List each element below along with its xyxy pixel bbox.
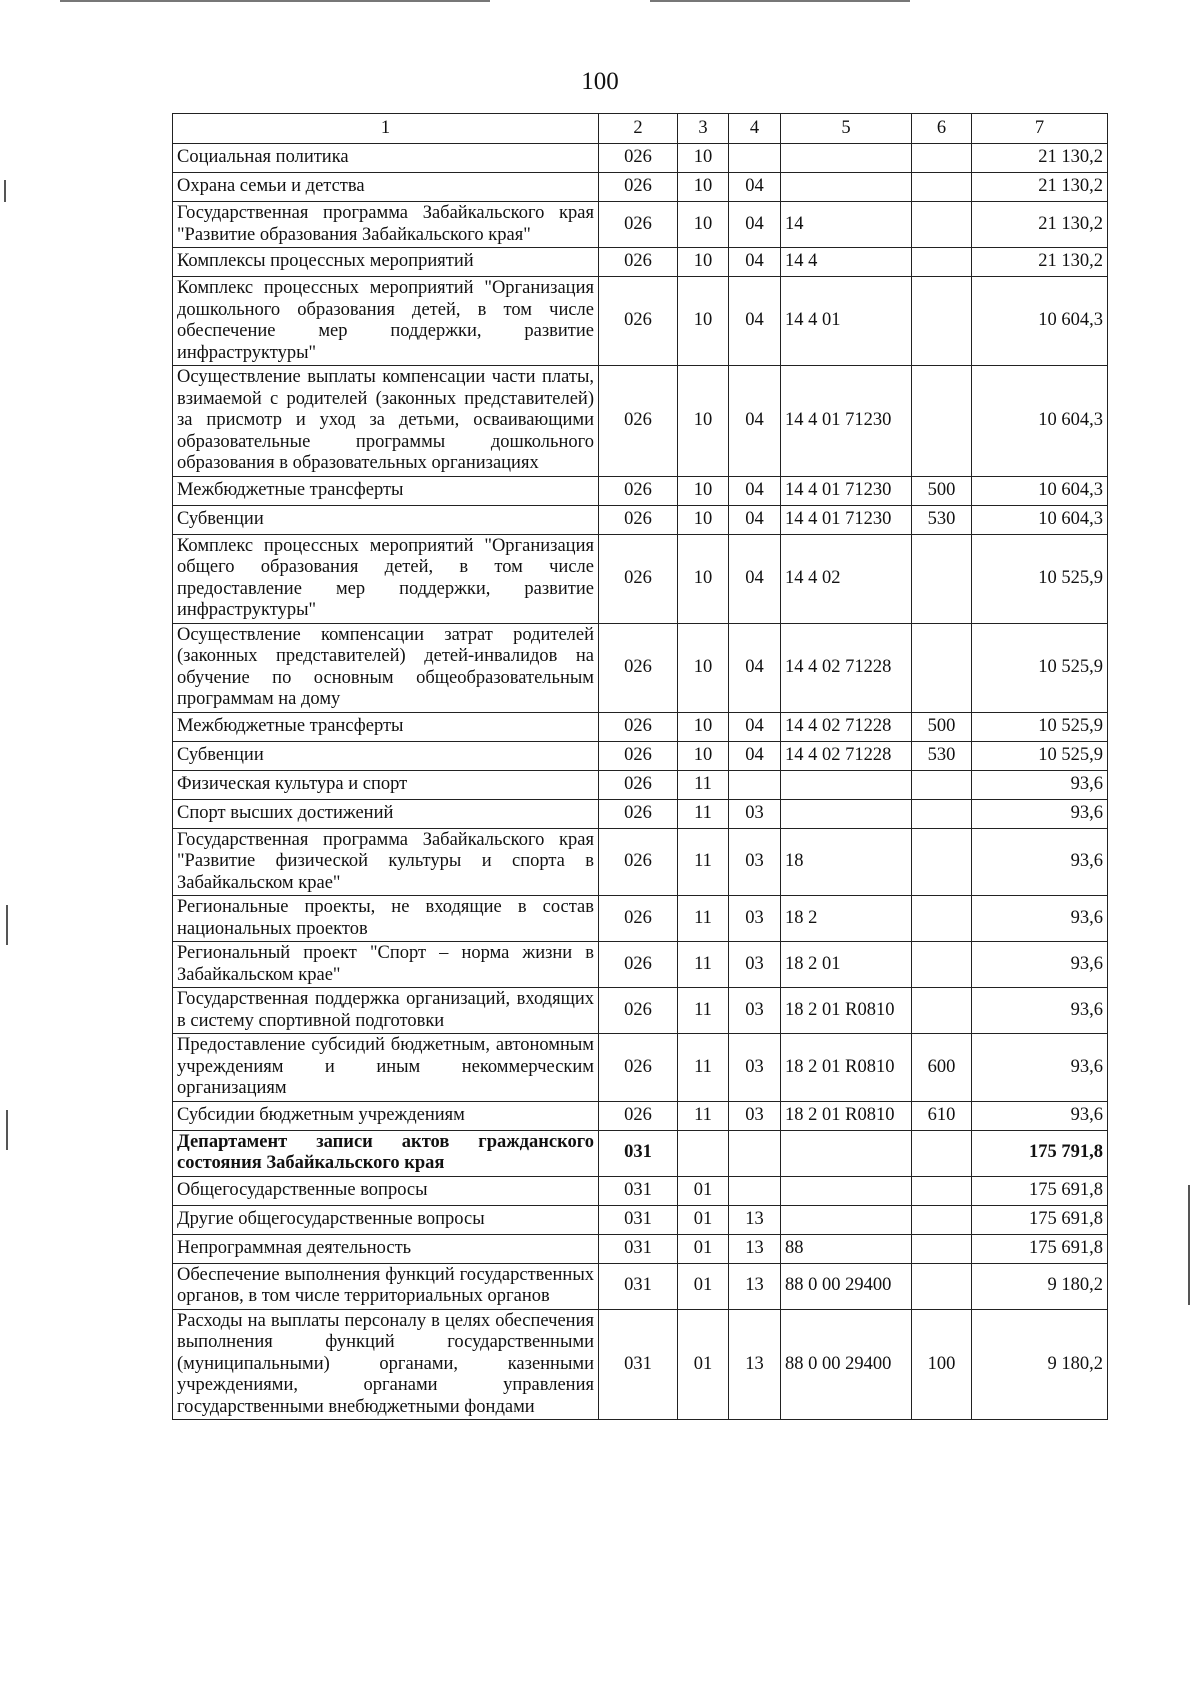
table-row <box>173 202 1108 248</box>
subsection-code-cell: 04 <box>729 277 781 366</box>
amount-cell: 93,6 <box>972 828 1108 896</box>
target-article-code-cell: 18 <box>781 828 912 896</box>
section-code-cell: 026 <box>599 173 678 202</box>
expense-type-code-cell <box>912 534 972 623</box>
row-name-cell: Комплексы процессных мероприятий <box>173 248 599 277</box>
row-name-cell: Физическая культура и спорт <box>173 770 599 799</box>
section-code-cell: 026 <box>599 277 678 366</box>
table-row <box>173 277 1108 366</box>
subsection-code-cell: 13 <box>729 1205 781 1234</box>
amount-cell: 21 130,2 <box>972 248 1108 277</box>
target-article-code-cell: 14 4 02 <box>781 534 912 623</box>
subsection-code-cell: 13 <box>729 1263 781 1309</box>
expense-type-code-cell <box>912 202 972 248</box>
target-article-code-cell: 18 2 01 <box>781 942 912 988</box>
table-row <box>173 144 1108 173</box>
table-row <box>173 623 1108 712</box>
row-name-cell: Социальная политика <box>173 144 599 173</box>
expense-type-code-cell: 500 <box>912 476 972 505</box>
amount-cell: 10 525,9 <box>972 741 1108 770</box>
chapter-code-cell: 10 <box>678 202 729 248</box>
subsection-code-cell: 03 <box>729 988 781 1034</box>
table-row <box>173 1263 1108 1309</box>
chapter-code-cell: 10 <box>678 534 729 623</box>
chapter-code-cell: 10 <box>678 476 729 505</box>
row-name-cell: Охрана семьи и детства <box>173 173 599 202</box>
amount-cell: 10 604,3 <box>972 476 1108 505</box>
table-row <box>173 476 1108 505</box>
table-row <box>173 534 1108 623</box>
row-name-cell: Государственная программа Забайкальского края "Развитие образования Забайкальского края" <box>173 202 599 248</box>
table-row <box>173 828 1108 896</box>
subsection-code-cell: 04 <box>729 173 781 202</box>
section-code-cell: 026 <box>599 988 678 1034</box>
amount-cell: 10 525,9 <box>972 712 1108 741</box>
column-header: 4 <box>729 114 781 144</box>
section-code-cell: 026 <box>599 770 678 799</box>
chapter-code-cell: 01 <box>678 1234 729 1263</box>
row-name-cell: Департамент записи актов гражданского состояния Забайкальского края <box>173 1130 599 1176</box>
subsection-code-cell <box>729 1176 781 1205</box>
expense-type-code-cell <box>912 1130 972 1176</box>
subsection-code-cell: 03 <box>729 942 781 988</box>
section-code-cell: 026 <box>599 534 678 623</box>
amount-cell: 93,6 <box>972 942 1108 988</box>
chapter-code-cell: 11 <box>678 896 729 942</box>
chapter-code-cell: 11 <box>678 988 729 1034</box>
target-article-code-cell: 14 4 01 71230 <box>781 366 912 477</box>
column-header: 2 <box>599 114 678 144</box>
chapter-code-cell: 11 <box>678 770 729 799</box>
row-name-cell: Комплекс процессных мероприятий "Организация общего образования детей, в том числе предоставление мер поддержки, развитие инфраструктуры" <box>173 534 599 623</box>
section-code-cell: 026 <box>599 623 678 712</box>
chapter-code-cell: 11 <box>678 1034 729 1102</box>
row-name-cell: Непрограммная деятельность <box>173 1234 599 1263</box>
expense-type-code-cell: 610 <box>912 1101 972 1130</box>
expense-type-code-cell <box>912 942 972 988</box>
section-code-cell: 026 <box>599 712 678 741</box>
table-row <box>173 1205 1108 1234</box>
subsection-code-cell: 13 <box>729 1234 781 1263</box>
target-article-code-cell: 14 4 01 71230 <box>781 505 912 534</box>
table-row <box>173 988 1108 1034</box>
section-code-cell: 031 <box>599 1234 678 1263</box>
section-code-cell: 031 <box>599 1263 678 1309</box>
target-article-code-cell: 14 4 01 <box>781 277 912 366</box>
table-row <box>173 712 1108 741</box>
amount-cell: 93,6 <box>972 799 1108 828</box>
expense-type-code-cell <box>912 828 972 896</box>
target-article-code-cell <box>781 173 912 202</box>
row-name-cell: Региональный проект "Спорт – норма жизни в Забайкальском крае" <box>173 942 599 988</box>
row-name-cell: Спорт высших достижений <box>173 799 599 828</box>
table-header-row <box>173 114 1108 144</box>
target-article-code-cell: 14 4 02 71228 <box>781 741 912 770</box>
expense-type-code-cell <box>912 1263 972 1309</box>
subsection-code-cell <box>729 770 781 799</box>
table-row <box>173 505 1108 534</box>
row-name-cell: Обеспечение выполнения функций государственных органов, в том числе территориальных органов <box>173 1263 599 1309</box>
subsection-code-cell: 04 <box>729 505 781 534</box>
section-code-cell: 026 <box>599 366 678 477</box>
row-name-cell: Общегосударственные вопросы <box>173 1176 599 1205</box>
section-code-cell: 026 <box>599 202 678 248</box>
amount-cell: 175 691,8 <box>972 1205 1108 1234</box>
column-header: 7 <box>972 114 1108 144</box>
amount-cell: 175 791,8 <box>972 1130 1108 1176</box>
target-article-code-cell: 14 4 <box>781 248 912 277</box>
row-name-cell: Осуществление выплаты компенсации части платы, взимаемой с родителей (законных представителей) за присмотр и уход за детьми, осваивающими образовательные программы дошкольного образования в образовательных организациях <box>173 366 599 477</box>
page-number: 100 <box>581 68 619 95</box>
chapter-code-cell: 11 <box>678 828 729 896</box>
target-article-code-cell <box>781 1130 912 1176</box>
section-code-cell: 026 <box>599 248 678 277</box>
subsection-code-cell: 04 <box>729 248 781 277</box>
table-row <box>173 1234 1108 1263</box>
amount-cell: 93,6 <box>972 1101 1108 1130</box>
scan-top-rule <box>650 0 910 2</box>
subsection-code-cell: 04 <box>729 202 781 248</box>
chapter-code-cell: 10 <box>678 741 729 770</box>
chapter-code-cell: 11 <box>678 1101 729 1130</box>
column-header: 5 <box>781 114 912 144</box>
row-name-cell: Межбюджетные трансферты <box>173 476 599 505</box>
amount-cell: 175 691,8 <box>972 1176 1108 1205</box>
target-article-code-cell: 14 4 02 71228 <box>781 712 912 741</box>
amount-cell: 93,6 <box>972 770 1108 799</box>
section-code-cell: 026 <box>599 1034 678 1102</box>
chapter-code-cell: 01 <box>678 1205 729 1234</box>
section-code-cell: 026 <box>599 144 678 173</box>
amount-cell: 21 130,2 <box>972 173 1108 202</box>
target-article-code-cell: 14 <box>781 202 912 248</box>
section-code-cell: 026 <box>599 741 678 770</box>
chapter-code-cell: 10 <box>678 505 729 534</box>
expense-type-code-cell <box>912 988 972 1034</box>
subsection-code-cell <box>729 1130 781 1176</box>
expense-type-code-cell <box>912 144 972 173</box>
table-row <box>173 1309 1108 1420</box>
target-article-code-cell: 88 0 00 29400 <box>781 1263 912 1309</box>
target-article-code-cell: 14 4 01 71230 <box>781 476 912 505</box>
amount-cell: 10 604,3 <box>972 505 1108 534</box>
subsection-code-cell: 03 <box>729 1101 781 1130</box>
subsection-code-cell: 03 <box>729 1034 781 1102</box>
target-article-code-cell <box>781 1176 912 1205</box>
section-code-cell: 026 <box>599 505 678 534</box>
amount-cell: 10 604,3 <box>972 366 1108 477</box>
section-code-cell: 031 <box>599 1205 678 1234</box>
expense-type-code-cell <box>912 623 972 712</box>
expense-type-code-cell <box>912 248 972 277</box>
table-body <box>173 144 1108 1420</box>
expense-type-code-cell: 100 <box>912 1309 972 1420</box>
row-name-cell: Комплекс процессных мероприятий "Организация дошкольного образования детей, в том числе обеспечение мер поддержки, развитие инфраструктуры" <box>173 277 599 366</box>
row-name-cell: Субсидии бюджетным учреждениям <box>173 1101 599 1130</box>
table-row <box>173 1101 1108 1130</box>
amount-cell: 10 525,9 <box>972 623 1108 712</box>
section-code-cell: 031 <box>599 1176 678 1205</box>
target-article-code-cell: 14 4 02 71228 <box>781 623 912 712</box>
target-article-code-cell: 18 2 01 R0810 <box>781 1034 912 1102</box>
target-article-code-cell: 88 0 00 29400 <box>781 1309 912 1420</box>
target-article-code-cell: 18 2 <box>781 896 912 942</box>
chapter-code-cell: 10 <box>678 623 729 712</box>
expense-type-code-cell <box>912 366 972 477</box>
chapter-code-cell: 01 <box>678 1309 729 1420</box>
table-row <box>173 248 1108 277</box>
target-article-code-cell: 18 2 01 R0810 <box>781 1101 912 1130</box>
subsection-code-cell: 03 <box>729 828 781 896</box>
table-row <box>173 770 1108 799</box>
subsection-code-cell: 04 <box>729 623 781 712</box>
row-name-cell: Расходы на выплаты персоналу в целях обеспечения выполнения функций государственными (муниципальными) органами, казенными учреждениями, органами управления государственными внебюджетными фондами <box>173 1309 599 1420</box>
amount-cell: 10 525,9 <box>972 534 1108 623</box>
target-article-code-cell <box>781 770 912 799</box>
chapter-code-cell: 01 <box>678 1263 729 1309</box>
expense-type-code-cell <box>912 896 972 942</box>
row-name-cell: Государственная программа Забайкальского края "Развитие физической культуры и спорта в Забайкальском крае" <box>173 828 599 896</box>
budget-table <box>172 113 1108 1420</box>
amount-cell: 93,6 <box>972 988 1108 1034</box>
expense-type-code-cell: 530 <box>912 505 972 534</box>
row-name-cell: Предоставление субсидий бюджетным, автономным учреждениям и иным некоммерческим организациям <box>173 1034 599 1102</box>
chapter-code-cell: 10 <box>678 712 729 741</box>
scan-top-rule <box>60 0 490 2</box>
row-name-cell: Другие общегосударственные вопросы <box>173 1205 599 1234</box>
scan-margin-mark <box>1188 1185 1190 1305</box>
amount-cell: 10 604,3 <box>972 277 1108 366</box>
subsection-code-cell: 04 <box>729 534 781 623</box>
target-article-code-cell: 88 <box>781 1234 912 1263</box>
subsection-code-cell: 04 <box>729 476 781 505</box>
column-header: 6 <box>912 114 972 144</box>
chapter-code-cell: 10 <box>678 248 729 277</box>
table-row <box>173 173 1108 202</box>
chapter-code-cell: 11 <box>678 942 729 988</box>
expense-type-code-cell <box>912 799 972 828</box>
section-code-cell: 026 <box>599 942 678 988</box>
amount-cell: 21 130,2 <box>972 202 1108 248</box>
section-code-cell: 026 <box>599 828 678 896</box>
expense-type-code-cell <box>912 1234 972 1263</box>
table-row <box>173 1130 1108 1176</box>
row-name-cell: Субвенции <box>173 505 599 534</box>
target-article-code-cell <box>781 144 912 173</box>
subsection-code-cell <box>729 144 781 173</box>
target-article-code-cell <box>781 1205 912 1234</box>
expense-type-code-cell <box>912 1176 972 1205</box>
subsection-code-cell: 04 <box>729 712 781 741</box>
row-name-cell: Субвенции <box>173 741 599 770</box>
chapter-code-cell: 01 <box>678 1176 729 1205</box>
table-row <box>173 1034 1108 1102</box>
chapter-code-cell: 10 <box>678 277 729 366</box>
row-name-cell: Осуществление компенсации затрат родителей (законных представителей) детей-инвалидов на обучение по основным общеобразовательным программам на дому <box>173 623 599 712</box>
amount-cell: 93,6 <box>972 1034 1108 1102</box>
amount-cell: 9 180,2 <box>972 1263 1108 1309</box>
subsection-code-cell: 04 <box>729 366 781 477</box>
chapter-code-cell: 10 <box>678 173 729 202</box>
expense-type-code-cell: 530 <box>912 741 972 770</box>
expense-type-code-cell <box>912 1205 972 1234</box>
row-name-cell: Государственная поддержка организаций, входящих в систему спортивной подготовки <box>173 988 599 1034</box>
table-row <box>173 942 1108 988</box>
chapter-code-cell: 10 <box>678 144 729 173</box>
table-row <box>173 896 1108 942</box>
row-name-cell: Межбюджетные трансферты <box>173 712 599 741</box>
column-header: 3 <box>678 114 729 144</box>
subsection-code-cell: 04 <box>729 741 781 770</box>
section-code-cell: 031 <box>599 1309 678 1420</box>
section-code-cell: 026 <box>599 476 678 505</box>
amount-cell: 175 691,8 <box>972 1234 1108 1263</box>
chapter-code-cell: 10 <box>678 366 729 477</box>
table-row <box>173 1176 1108 1205</box>
scan-margin-mark <box>4 180 6 202</box>
chapter-code-cell <box>678 1130 729 1176</box>
chapter-code-cell: 11 <box>678 799 729 828</box>
amount-cell: 9 180,2 <box>972 1309 1108 1420</box>
row-name-cell: Региональные проекты, не входящие в состав национальных проектов <box>173 896 599 942</box>
subsection-code-cell: 03 <box>729 799 781 828</box>
expense-type-code-cell: 600 <box>912 1034 972 1102</box>
scan-margin-mark <box>6 1110 8 1150</box>
expense-type-code-cell <box>912 770 972 799</box>
scan-margin-mark <box>6 905 8 945</box>
table-row <box>173 366 1108 477</box>
section-code-cell: 026 <box>599 799 678 828</box>
subsection-code-cell: 03 <box>729 896 781 942</box>
amount-cell: 93,6 <box>972 896 1108 942</box>
column-header: 1 <box>173 114 599 144</box>
subsection-code-cell: 13 <box>729 1309 781 1420</box>
section-code-cell: 026 <box>599 1101 678 1130</box>
target-article-code-cell: 18 2 01 R0810 <box>781 988 912 1034</box>
target-article-code-cell <box>781 799 912 828</box>
amount-cell: 21 130,2 <box>972 144 1108 173</box>
expense-type-code-cell: 500 <box>912 712 972 741</box>
expense-type-code-cell <box>912 173 972 202</box>
expense-type-code-cell <box>912 277 972 366</box>
table-row <box>173 799 1108 828</box>
section-code-cell: 031 <box>599 1130 678 1176</box>
table-row <box>173 741 1108 770</box>
section-code-cell: 026 <box>599 896 678 942</box>
